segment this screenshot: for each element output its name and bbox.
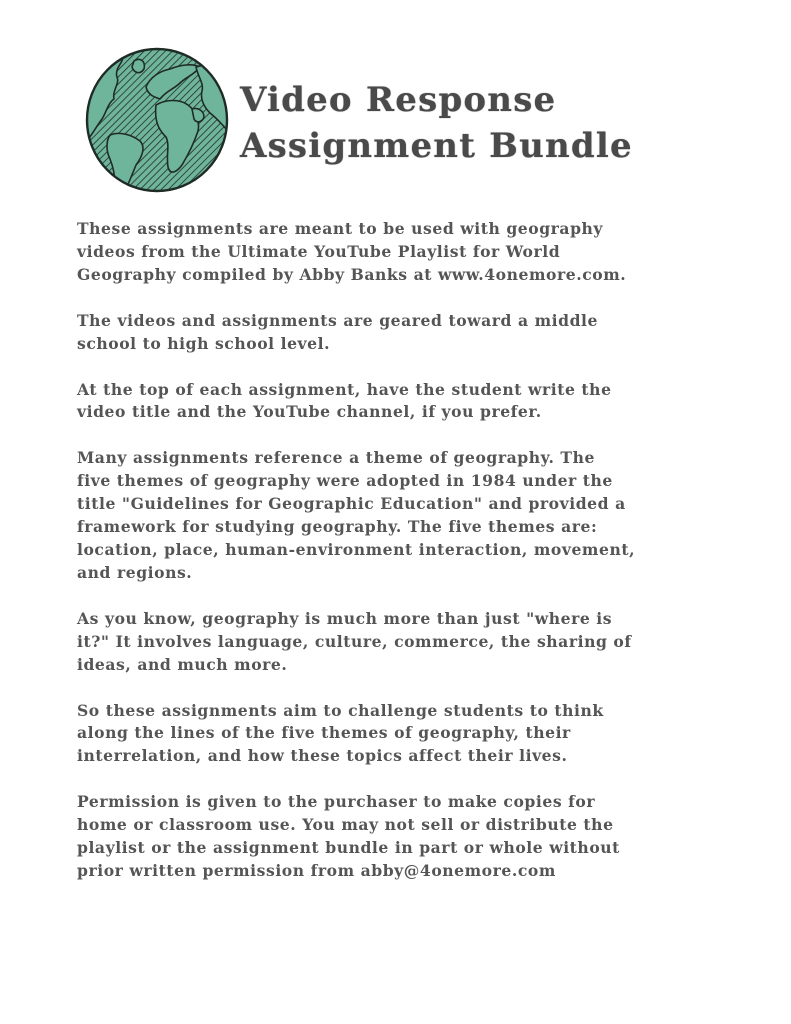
document-header — [84, 47, 704, 197]
text-line: As you know, geography is much more than just "where is — [77, 608, 613, 628]
text-line: The videos and assignments are geared toward a middle — [77, 310, 598, 330]
document-body — [77, 218, 757, 906]
paragraph-intro — [77, 218, 757, 287]
text-line: So these assignments aim to challenge students to think — [77, 700, 604, 720]
paragraph-aims — [77, 700, 757, 769]
text-line: Permission is given to the purchaser to make copies for — [77, 792, 596, 812]
text-line: At the top of each assignment, have the student write the — [77, 379, 612, 399]
text-line: prior written permission from abby@4onemore.com — [77, 860, 556, 880]
text-line: location, place, human-environment interaction, movement, — [77, 539, 636, 559]
text-line: Many assignments reference a theme of geography. The — [77, 448, 595, 468]
paragraph-five-themes — [77, 447, 757, 584]
paragraph-permission — [77, 791, 757, 883]
text-line: along the lines of the five themes of geography, their — [77, 723, 571, 743]
page-title — [240, 77, 633, 169]
paragraph-level — [77, 310, 757, 356]
text-line: These assignments are meant to be used with geography — [77, 219, 604, 238]
title-line-1: Video Response — [240, 80, 557, 120]
text-line: playlist or the assignment bundle in part or whole without — [77, 838, 620, 858]
text-line: and regions. — [77, 562, 193, 582]
text-line: videos from the Ultimate YouTube Playlist for World — [77, 241, 561, 261]
text-line: Geography compiled by Abby Banks at www.4onemore.com. — [77, 264, 627, 284]
globe-icon — [84, 47, 230, 193]
text-line: home or classroom use. You may not sell or distribute the — [77, 815, 614, 835]
paragraph-geography-scope — [77, 608, 757, 677]
text-line: framework for studying geography. The five themes are: — [77, 517, 598, 537]
paragraph-instructions — [77, 379, 757, 425]
text-line: title "Guidelines for Geographic Education" and provided a — [77, 494, 626, 514]
text-line: video title and the YouTube channel, if you prefer. — [77, 402, 542, 422]
text-line: it?" It involves language, culture, commerce, the sharing of — [77, 631, 632, 651]
text-line: school to high school level. — [77, 333, 331, 353]
title-line-2: Assignment Bundle — [240, 126, 633, 166]
text-line: five themes of geography were adopted in 1984 under the — [77, 471, 613, 491]
text-line: interrelation, and how these topics affect their lives. — [77, 746, 568, 766]
text-line: ideas, and much more. — [77, 654, 288, 674]
